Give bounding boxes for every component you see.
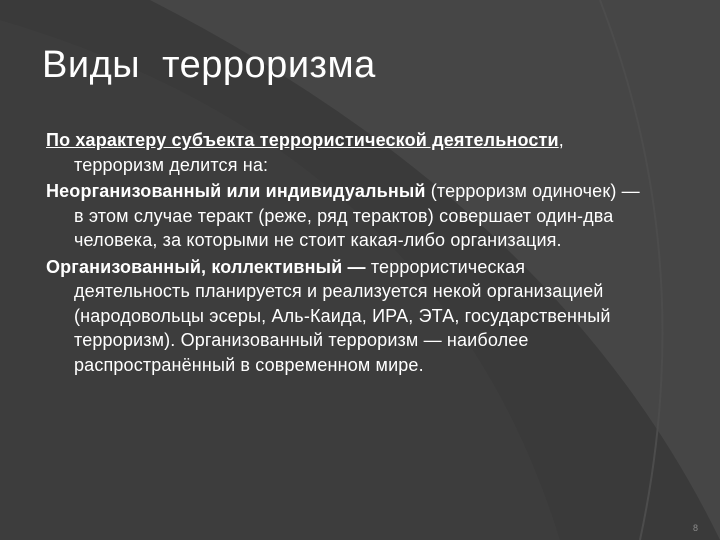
paragraph-individual	[46, 179, 646, 253]
paragraph-lead: Организованный, коллективный —	[46, 256, 366, 277]
slide-body	[46, 128, 646, 379]
slide-number: 8	[693, 523, 699, 533]
paragraph-lead: Неорганизованный или индивидуальный	[46, 181, 426, 201]
slide-title: Виды терроризма	[42, 44, 376, 86]
paragraph-text: , терроризм делится на:	[74, 130, 564, 175]
paragraph-organized	[46, 255, 646, 378]
paragraph-subject-type	[46, 128, 646, 177]
paragraph-text: (терроризм одиночек) — в этом случае теракт (реже, ряд терактов) совершает один-два человека, за которыми не стоит какая-либо организация.	[74, 181, 640, 250]
paragraph-text: террористическая деятельность планируется и реализуется некой организацией (народовольцы эсеры, Аль-Каида, ИРА, ЭТА, государственный терроризм). Организованный терроризм — наиболее распространённый в современном мире.	[74, 256, 611, 375]
paragraph-lead: По характеру субъекта террористической деятельности	[46, 130, 559, 150]
